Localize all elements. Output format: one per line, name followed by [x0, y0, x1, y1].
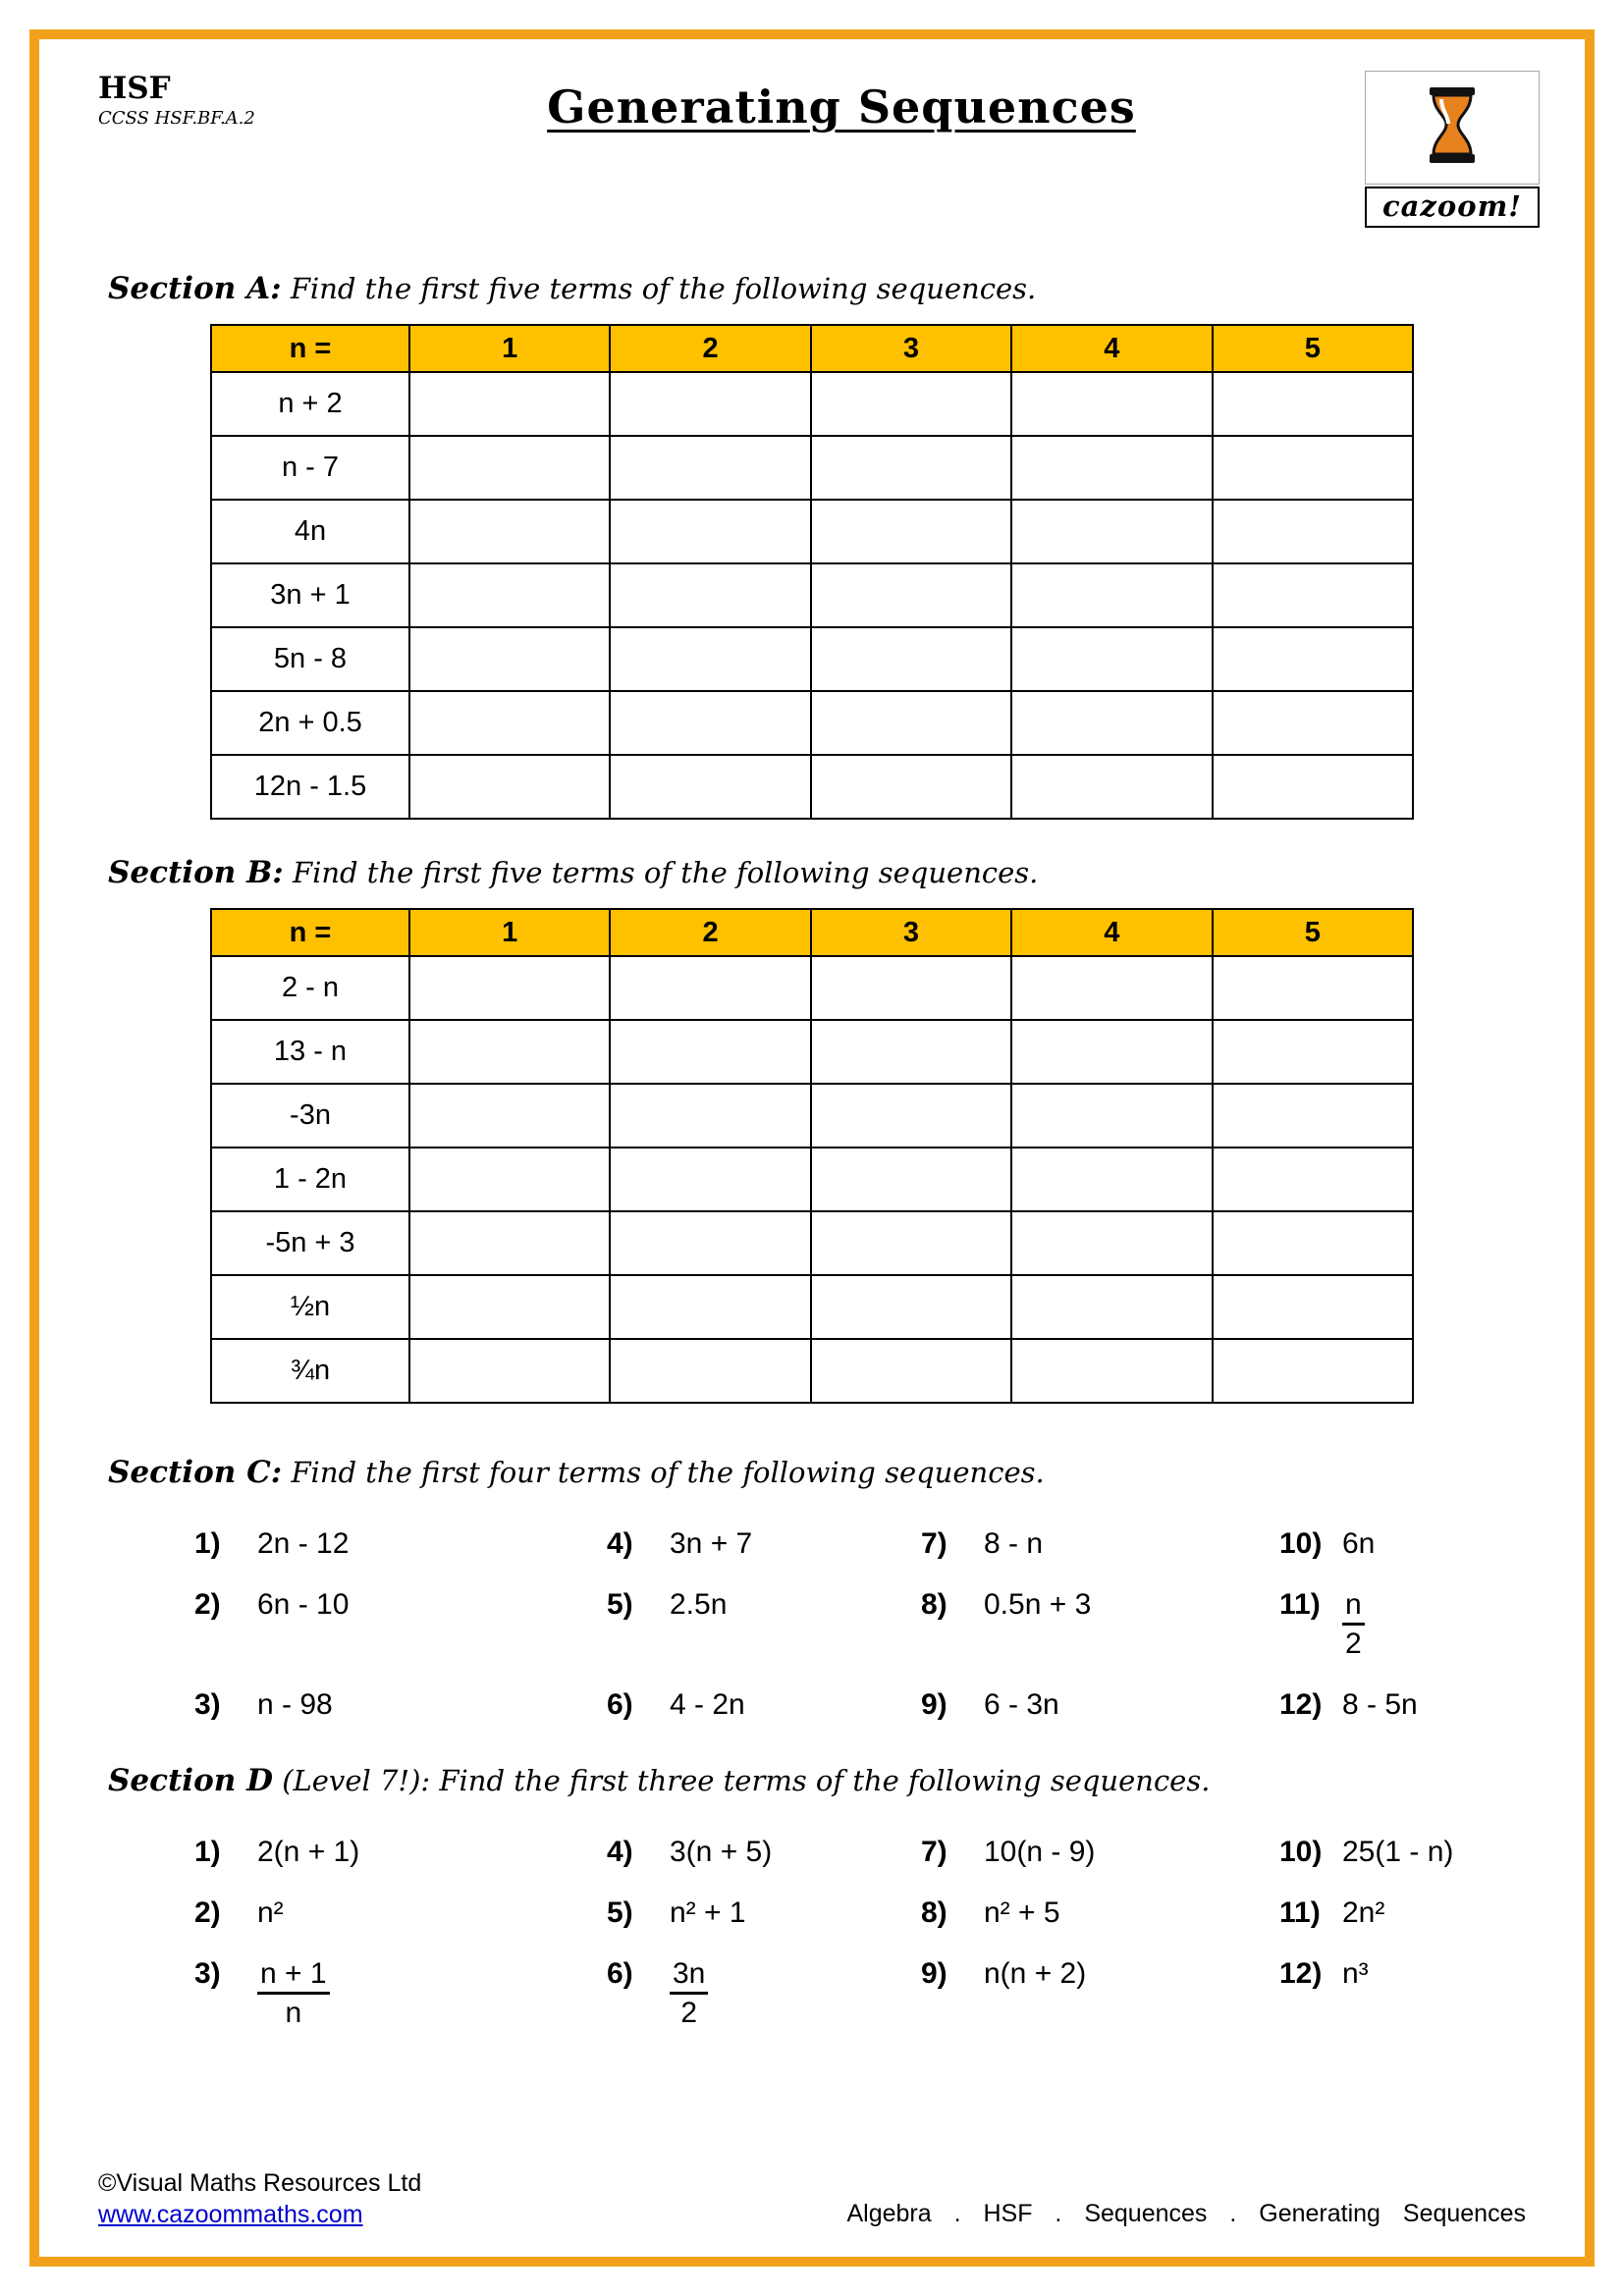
problem-item [194, 1588, 607, 1661]
answer-cell [610, 1148, 810, 1211]
answer-cell [1011, 1211, 1212, 1275]
answer-cell [1213, 1084, 1413, 1148]
table-header-cell: 1 [409, 909, 610, 956]
section-a-label: Section A: [108, 271, 282, 306]
problem-expression: 2.5n [670, 1588, 728, 1621]
problem-number: 11) [1279, 1588, 1321, 1621]
fraction-numerator: 3n [670, 1957, 708, 1995]
problem-number: 7) [921, 1527, 947, 1560]
answer-cell [1213, 372, 1413, 436]
answer-cell [1011, 500, 1212, 563]
problem-item [1279, 1896, 1540, 1930]
section-a-table [210, 324, 1414, 820]
problem-number: 7) [921, 1836, 947, 1868]
table-row [211, 691, 1413, 755]
problem-number: 3) [194, 1688, 221, 1721]
logo-box [1365, 71, 1540, 185]
table-row [211, 755, 1413, 819]
problem-number: 6) [607, 1957, 633, 1990]
problem-item [194, 1957, 607, 2030]
problem-item [921, 1836, 1279, 1869]
answer-cell [811, 436, 1011, 500]
sequence-rule-cell: -5n + 3 [211, 1211, 409, 1275]
cazoom-logo [1365, 71, 1540, 228]
problem-expression: 0.5n + 3 [984, 1588, 1092, 1621]
problem-number: 2) [194, 1896, 221, 1929]
answer-cell [811, 1339, 1011, 1403]
problem-item [607, 1957, 921, 2030]
problem-number: 2) [194, 1588, 221, 1621]
answer-cell [811, 691, 1011, 755]
answer-cell [811, 755, 1011, 819]
answer-cell [610, 956, 810, 1020]
answer-cell [1011, 1275, 1212, 1339]
answer-cell [1011, 372, 1212, 436]
table-header-cell: 2 [610, 909, 810, 956]
answer-cell [409, 372, 610, 436]
problem-expression: 3(n + 5) [670, 1836, 773, 1868]
answer-cell [1213, 1211, 1413, 1275]
problem-number: 9) [921, 1688, 947, 1721]
section-d-heading [108, 1763, 1540, 1798]
header-left [84, 71, 330, 129]
sequence-rule-cell: 4n [211, 500, 409, 563]
sequence-rule-cell: 5n - 8 [211, 627, 409, 691]
table-header-cell: 5 [1213, 909, 1413, 956]
table-row [211, 436, 1413, 500]
table-header-cell: n = [211, 325, 409, 372]
problem-item [607, 1527, 921, 1561]
problem-expression: n(n + 2) [984, 1957, 1087, 1990]
section-c-instruction: Find the first four terms of the following sequences. [291, 1456, 1045, 1489]
answer-cell [1011, 755, 1212, 819]
problem-expression: 2n² [1342, 1896, 1385, 1929]
problem-item [1279, 1957, 1540, 2030]
answer-cell [1213, 1339, 1413, 1403]
problem-number: 1) [194, 1836, 221, 1868]
table-header-row [211, 909, 1413, 956]
problem-number: 3) [194, 1957, 221, 1990]
answer-cell [409, 691, 610, 755]
section-d-label: Section D [108, 1763, 273, 1798]
problem-number: 5) [607, 1896, 633, 1929]
sequence-rule-cell: 13 - n [211, 1020, 409, 1084]
problem-item [921, 1896, 1279, 1930]
answer-cell [409, 1339, 610, 1403]
problem-item [921, 1957, 1279, 2030]
fraction-numerator: n [1342, 1588, 1365, 1626]
copyright-text: ©Visual Maths Resources Ltd [98, 2169, 422, 2197]
problem-expression: n - 98 [257, 1688, 333, 1721]
sequence-rule-cell: 3n + 1 [211, 563, 409, 627]
problem-number: 6) [607, 1688, 633, 1721]
table-row [211, 1211, 1413, 1275]
section-d-problems [194, 1836, 1540, 2030]
fraction-denominator: n [285, 1996, 302, 2029]
answer-cell [1213, 436, 1413, 500]
section-c-label: Section C: [108, 1455, 283, 1490]
answer-cell [610, 372, 810, 436]
problem-expression: 3n + 7 [670, 1527, 753, 1560]
answer-cell [1011, 691, 1212, 755]
title-wrap [330, 71, 1353, 133]
answer-cell [610, 500, 810, 563]
answer-cell [610, 627, 810, 691]
problem-item [194, 1896, 607, 1930]
sequence-rule-cell: ½n [211, 1275, 409, 1339]
problem-item [607, 1836, 921, 1869]
section-b-table [210, 908, 1414, 1404]
answer-cell [1011, 1084, 1212, 1148]
problem-expression: n² + 5 [984, 1896, 1060, 1929]
answer-cell [811, 563, 1011, 627]
table-row [211, 1275, 1413, 1339]
answer-cell [409, 755, 610, 819]
section-d-instruction: Find the first three terms of the following sequences. [439, 1764, 1211, 1797]
problem-item [921, 1527, 1279, 1561]
problem-number: 8) [921, 1588, 947, 1621]
problem-number: 4) [607, 1836, 633, 1868]
table-header-cell: 5 [1213, 325, 1413, 372]
answer-cell [610, 1275, 810, 1339]
problem-number: 12) [1279, 1957, 1323, 1990]
worksheet-footer [84, 2169, 1540, 2235]
table-row [211, 1084, 1413, 1148]
sequence-rule-cell: n + 2 [211, 372, 409, 436]
fraction-denominator: 2 [680, 1996, 698, 2029]
table-row [211, 1148, 1413, 1211]
problem-item [1279, 1527, 1540, 1561]
answer-cell [811, 372, 1011, 436]
answer-cell [610, 755, 810, 819]
problem-number: 10) [1279, 1527, 1323, 1560]
problem-item [1279, 1836, 1540, 1869]
problem-item [921, 1688, 1279, 1722]
answer-cell [1213, 1148, 1413, 1211]
table-row [211, 956, 1413, 1020]
website-link[interactable]: www.cazoommaths.com [98, 2201, 363, 2228]
section-b-heading [108, 855, 1540, 890]
table-row [211, 1339, 1413, 1403]
answer-cell [1011, 1020, 1212, 1084]
fraction-expression [670, 1957, 708, 2030]
answer-cell [610, 1211, 810, 1275]
problem-item [1279, 1588, 1540, 1661]
sequence-rule-cell: 2 - n [211, 956, 409, 1020]
fraction-expression [257, 1957, 330, 2030]
logo-brand-text: cazoom! [1365, 187, 1540, 228]
answer-cell [1213, 500, 1413, 563]
section-b-label: Section B: [108, 855, 284, 890]
answer-cell [409, 627, 610, 691]
problem-expression: 6n - 10 [257, 1588, 350, 1621]
table-row [211, 500, 1413, 563]
sequence-rule-cell: -3n [211, 1084, 409, 1148]
problem-number: 8) [921, 1896, 947, 1929]
fraction-numerator: n + 1 [257, 1957, 330, 1995]
problem-expression: 6 - 3n [984, 1688, 1059, 1721]
footer-left [98, 2169, 421, 2229]
table-header-row [211, 325, 1413, 372]
page-border-frame [29, 29, 1595, 2267]
sequence-rule-cell: n - 7 [211, 436, 409, 500]
problem-expression: 2(n + 1) [257, 1836, 360, 1868]
problem-expression: 6n [1342, 1527, 1376, 1560]
answer-cell [811, 956, 1011, 1020]
problem-number: 12) [1279, 1688, 1323, 1721]
problem-number: 1) [194, 1527, 221, 1560]
sequence-rule-cell: 1 - 2n [211, 1148, 409, 1211]
answer-cell [409, 1211, 610, 1275]
problem-expression: n² [257, 1896, 284, 1929]
problem-expression: 8 - n [984, 1527, 1044, 1560]
table-header-cell: 2 [610, 325, 810, 372]
table-row [211, 372, 1413, 436]
table-header-cell: 1 [409, 325, 610, 372]
problem-item [1279, 1688, 1540, 1722]
answer-cell [1213, 1020, 1413, 1084]
problem-expression: 25(1 - n) [1342, 1836, 1454, 1868]
problem-item [194, 1527, 607, 1561]
table-header-cell: 4 [1011, 325, 1212, 372]
answer-cell [811, 1211, 1011, 1275]
answer-cell [1213, 627, 1413, 691]
problem-expression: 4 - 2n [670, 1688, 745, 1721]
answer-cell [409, 1084, 610, 1148]
answer-cell [1213, 1275, 1413, 1339]
table-header-cell: 4 [1011, 909, 1212, 956]
answer-cell [811, 500, 1011, 563]
course-code: HSF [98, 71, 171, 106]
problem-item [921, 1588, 1279, 1661]
answer-cell [1213, 691, 1413, 755]
fraction-denominator: 2 [1345, 1627, 1362, 1660]
fraction-expression [1342, 1588, 1365, 1661]
answer-cell [1213, 755, 1413, 819]
section-b-instruction: Find the first five terms of the following sequences. [292, 856, 1039, 889]
problem-expression: 8 - 5n [1342, 1688, 1418, 1721]
drum-icon [1417, 83, 1488, 173]
problem-expression: n² + 1 [670, 1896, 746, 1929]
problem-number: 5) [607, 1588, 633, 1621]
sequence-rule-cell: ¾n [211, 1339, 409, 1403]
answer-cell [409, 563, 610, 627]
answer-cell [811, 1020, 1011, 1084]
section-a-heading [108, 271, 1540, 306]
answer-cell [409, 1148, 610, 1211]
answer-cell [610, 1020, 810, 1084]
answer-cell [1213, 563, 1413, 627]
answer-cell [610, 563, 810, 627]
table-row [211, 627, 1413, 691]
standard-code: CCSS HSF.BF.A.2 [98, 108, 255, 129]
answer-cell [811, 1275, 1011, 1339]
problem-item [607, 1588, 921, 1661]
answer-cell [610, 1084, 810, 1148]
table-header-cell: 3 [811, 909, 1011, 956]
section-c-problems [194, 1527, 1540, 1722]
page-title: Generating Sequences [547, 80, 1136, 133]
section-d-level-note: (Level 7!): [282, 1764, 431, 1797]
answer-cell [1011, 1339, 1212, 1403]
answer-cell [1011, 956, 1212, 1020]
answer-cell [1011, 627, 1212, 691]
section-c-heading [108, 1455, 1540, 1490]
answer-cell [811, 1084, 1011, 1148]
sequence-rule-cell: 12n - 1.5 [211, 755, 409, 819]
sequence-rule-cell: 2n + 0.5 [211, 691, 409, 755]
table-row [211, 563, 1413, 627]
section-a-instruction: Find the first five terms of the following sequences. [290, 272, 1037, 305]
problem-number: 4) [607, 1527, 633, 1560]
problem-item [607, 1688, 921, 1722]
answer-cell [409, 1275, 610, 1339]
answer-cell [409, 500, 610, 563]
answer-cell [409, 956, 610, 1020]
answer-cell [811, 1148, 1011, 1211]
breadcrumb: Algebra . HSF . Sequences . Generating Sequences [846, 2200, 1526, 2227]
problem-number: 11) [1279, 1896, 1321, 1929]
answer-cell [1011, 1148, 1212, 1211]
problem-number: 10) [1279, 1836, 1323, 1868]
answer-cell [1011, 436, 1212, 500]
answer-cell [1011, 563, 1212, 627]
answer-cell [409, 436, 610, 500]
problem-expression: 10(n - 9) [984, 1836, 1096, 1868]
worksheet-header [84, 71, 1540, 228]
answer-cell [409, 1020, 610, 1084]
table-header-cell: 3 [811, 325, 1011, 372]
answer-cell [811, 627, 1011, 691]
answer-cell [610, 1339, 810, 1403]
problem-expression: 2n - 12 [257, 1527, 350, 1560]
answer-cell [610, 436, 810, 500]
table-row [211, 1020, 1413, 1084]
problem-item [607, 1896, 921, 1930]
problem-number: 9) [921, 1957, 947, 1990]
problem-item [194, 1688, 607, 1722]
problem-expression: n³ [1342, 1957, 1369, 1990]
problem-item [194, 1836, 607, 1869]
answer-cell [610, 691, 810, 755]
answer-cell [1213, 956, 1413, 1020]
table-header-cell: n = [211, 909, 409, 956]
